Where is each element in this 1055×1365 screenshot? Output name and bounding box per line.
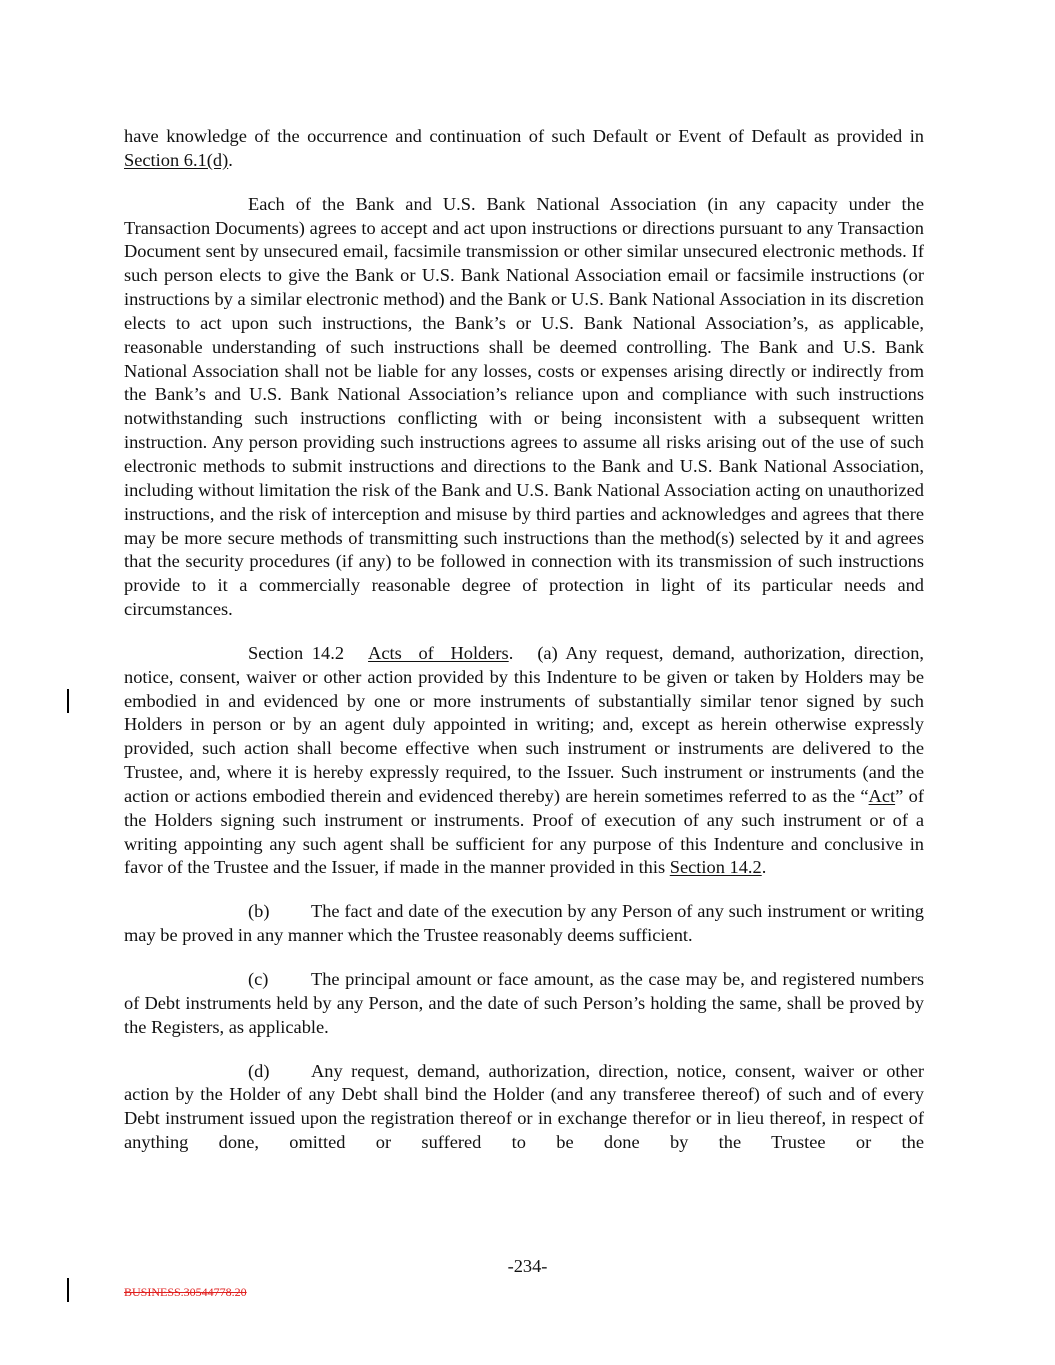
clause-label-d: (d) [248, 1060, 270, 1081]
change-bar-section-14-2 [67, 689, 69, 713]
change-bar-footer [67, 1278, 69, 1302]
document-body [124, 125, 924, 1175]
clause-b: (b) The fact and date of the execution by any Person of any such instrument or writing may be proved in any manner which the Trustee reasonably deems sufficient. [124, 901, 924, 946]
page-number: -234- [507, 1256, 548, 1276]
clause-c: (c) The principal amount or face amount, as the case may be, and registered numbers of Debt instruments held by any Person, and the date of such Person’s holding the same, shall be proved by the Registers, as applicable. [124, 969, 924, 1037]
clause-d: (d) Any request, demand, authorization, direction, notice, consent, waiver or other action by the Holder of any Debt shall bind the Holder (and any transferee thereof) of such and of every Debt instrument issued upon the registration thereof or in exchange therefor or in lieu thereof, in respect of anything done, omitted or suffered to be done by the Trustee or the [124, 1060, 924, 1153]
clause-label-a: (a) [537, 642, 558, 663]
section-14-2-reference[interactable]: Section 14.2 [669, 857, 762, 878]
clause-label-c: (c) [248, 969, 269, 989]
section-number: Section 14.2 [248, 642, 345, 663]
section-title: Acts of Holders [368, 642, 509, 663]
paragraph-intro: have knowledge of the occurrence and continuation of such Default or Event of Default as provided in Section 6.1(d). [124, 126, 924, 170]
clause-label-b: (b) [248, 901, 270, 922]
paragraph-electronic-instructions: Each of the Bank and U.S. Bank National Association (in any capacity under the Transaction Documents) agrees to accept and act upon instructions or directions pursuant to any Transaction Document sent by unsecured email, facsimile transmission or other similar unsecured electronic methods. If such person elects to give the Bank or U.S. Bank National Association email or facsimile instructions (or instructions by a similar electronic method) and the Bank or U.S. Bank National Association in its discretion elects to act upon such instructions, the Bank’s or U.S. Bank National Association’s, as applicable, reasonable understanding of such instructions shall be deemed controlling. The Bank and U.S. Bank National Association shall not be liable for any losses, costs or expenses arising directly or indirectly from the Bank’s and U.S. Bank National Association’s reliance upon and compliance with such instructions notwithstanding such instructions conflicting with or being inconsistent with a subsequent written instruction. Any person providing such instructions agrees to assume all risks arising out of the use of such electronic methods to submit instructions and directions to the Bank and U.S. Bank National Association, including without limitation the risk of the Bank and U.S. Bank National Association acting on unauthorized instructions, and the risk of interception and misuse by third parties and acknowledges and agrees that there may be more secure methods of transmitting such instructions than the method(s) selected by it and agrees that the security procedures (if any) to be followed in connection with its transmission of such instructions provide to it a commercially reasonable degree of protection in light of its particular needs and circumstances. [124, 193, 924, 620]
section-14-2: Section 14.2 Acts of Holders. (a) Any request, demand, authorization, direction, notice, consent, waiver or other action provided by this Indenture to be given or taken by Holders may be embodied in and evidenced by one or more instruments of substantially similar tenor signed by such Holders in person or by an agent duly appointed in writing; and, except as herein otherwise expressly provided, such action shall become effective when such instrument or instruments are delivered to the Trustee, and, where it is hereby expressly required, to the Issuer. Such instrument or instruments (and the action or actions embodied therein and evidenced thereby) are herein sometimes referred to as the “Act” of the Holders signing such instrument or instruments. Proof of execution of any such instrument or of a writing appointing any such agent shall be sufficient for any purpose of this Indenture and conclusive in favor of the Trustee and the Issuer, if made in the manner provided in this Section 14.2. [124, 642, 924, 878]
act-defined-term: Act [868, 785, 896, 806]
section-6-1-d-reference[interactable]: Section 6.1(d) [124, 149, 229, 170]
document-id-footer: BUSINESS.30544778.20 [124, 1285, 247, 1299]
